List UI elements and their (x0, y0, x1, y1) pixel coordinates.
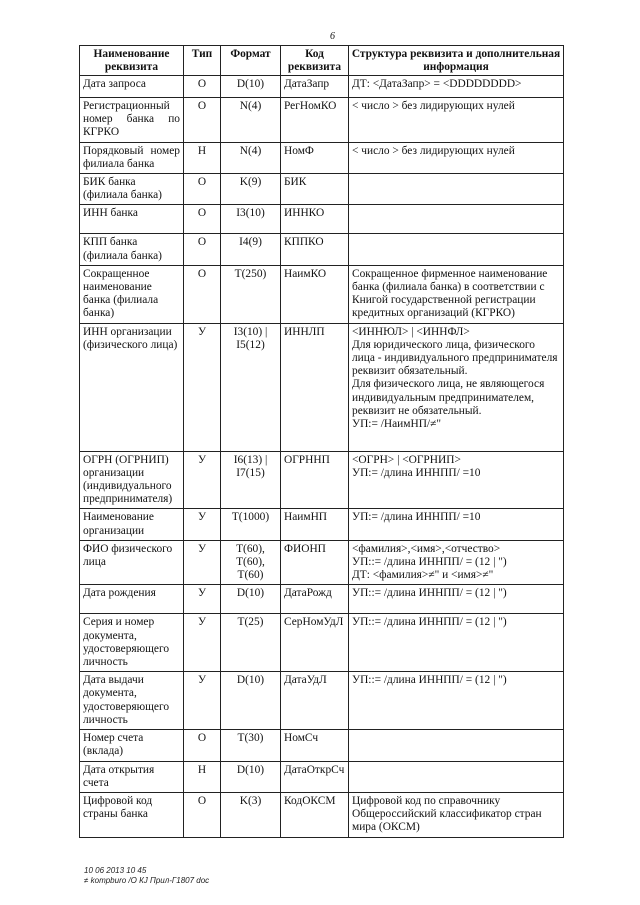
row-structure-cell: <ОГРН> | <ОГРНИП> УП:= /длина ИННПП/ =10 (349, 451, 564, 509)
row-type-cell: О (184, 730, 221, 761)
footer (84, 866, 209, 886)
row-name-cell: ФИО физического лица (80, 540, 184, 585)
row-structure-cell: <ИННЮЛ> | <ИННФЛ> Для юридического лица, физического лица - индивидуального предпринимателя реквизит обязательный. Для физического лица, не являющегося индивидуальным предпринимателем, реквизит не обязательный. УП:= /НаимНП/≠" (349, 323, 564, 451)
table-row (80, 585, 564, 614)
row-format-cell: K(3) (221, 792, 281, 837)
header-type: Тип (184, 46, 221, 76)
row-type-cell: У (184, 509, 221, 540)
row-structure-cell: < число > без лидирующих нулей (349, 98, 564, 143)
row-structure-cell (349, 205, 564, 234)
row-type-cell: О (184, 792, 221, 837)
row-format-cell: D(10) (221, 761, 281, 792)
row-name-cell: КПП банка (филиала банка) (80, 234, 184, 265)
row-format-cell: T(30) (221, 730, 281, 761)
row-code-cell: НомФ (281, 142, 349, 173)
row-name-cell: Дата выдачи документа, удостоверяющего личность (80, 672, 184, 730)
row-type-cell: О (184, 205, 221, 234)
row-type-cell: У (184, 672, 221, 730)
table-row (80, 265, 564, 323)
row-type-cell: У (184, 614, 221, 672)
row-name-cell: ИНН организации (физического лица) (80, 323, 184, 451)
row-name-cell: Цифровой код страны банка (80, 792, 184, 837)
table-row (80, 98, 564, 143)
table-row (80, 540, 564, 585)
row-name-cell: Номер счета (вклада) (80, 730, 184, 761)
row-format-cell: I3(10) | I5(12) (221, 323, 281, 451)
table-row (80, 76, 564, 98)
row-structure-cell: < число > без лидирующих нулей (349, 142, 564, 173)
row-type-cell: У (184, 540, 221, 585)
row-structure-cell: Сокращенное фирменное наименование банка (филиала банка) в соответствии с Книгой государственной регистрации кредитных организаций (КГРКО) (349, 265, 564, 323)
table-header-row (80, 46, 564, 76)
row-name-cell: ОГРН (ОГРНИП) организации (индивидуального предпринимателя) (80, 451, 184, 509)
row-name-cell: Дата рождения (80, 585, 184, 614)
row-structure-cell: Цифровой код по справочнику Общероссийский классификатор стран мира (ОКСМ) (349, 792, 564, 837)
row-format-cell: K(9) (221, 174, 281, 205)
row-format-cell: I4(9) (221, 234, 281, 265)
table-row (80, 205, 564, 234)
table-row (80, 509, 564, 540)
row-format-cell: D(10) (221, 585, 281, 614)
row-type-cell: Н (184, 761, 221, 792)
table-row (80, 234, 564, 265)
row-type-cell: У (184, 323, 221, 451)
requisites-table (79, 45, 564, 838)
row-name-cell: Дата открытия счета (80, 761, 184, 792)
row-code-cell: ДатаОткрСч (281, 761, 349, 792)
row-name-cell: Регистрационный номер банка по КГРКО (80, 98, 184, 143)
table-row (80, 792, 564, 837)
row-name-cell: Наименование организации (80, 509, 184, 540)
row-code-cell: РегНомКО (281, 98, 349, 143)
row-structure-cell: <фамилия>,<имя>,<отчество> УП::= /длина ИННПП/ = (12 | ") ДТ: <фамилия>≠" и <имя>≠" (349, 540, 564, 585)
row-type-cell: У (184, 451, 221, 509)
row-format-cell: D(10) (221, 672, 281, 730)
row-code-cell: ИННЛП (281, 323, 349, 451)
row-code-cell: ДатаРожд (281, 585, 349, 614)
row-name-cell: Серия и номер документа, удостоверяющего личность (80, 614, 184, 672)
table-row (80, 672, 564, 730)
row-structure-cell (349, 730, 564, 761)
row-structure-cell (349, 761, 564, 792)
row-structure-cell: УП:= /длина ИННПП/ =10 (349, 509, 564, 540)
row-code-cell: ДатаУдЛ (281, 672, 349, 730)
row-code-cell: ДатаЗапр (281, 76, 349, 98)
table-row (80, 730, 564, 761)
row-name-cell: ИНН банка (80, 205, 184, 234)
page-number: 6 (330, 31, 335, 42)
row-code-cell: БИК (281, 174, 349, 205)
row-structure-cell (349, 174, 564, 205)
header-name: Наименование реквизита (80, 46, 184, 76)
row-code-cell: НаимКО (281, 265, 349, 323)
row-format-cell: D(10) (221, 76, 281, 98)
row-code-cell: КППКО (281, 234, 349, 265)
table-row (80, 142, 564, 173)
row-type-cell: О (184, 234, 221, 265)
row-code-cell: ФИОНП (281, 540, 349, 585)
row-code-cell: НомСч (281, 730, 349, 761)
row-name-cell: БИК банка (филиала банка) (80, 174, 184, 205)
table-row (80, 614, 564, 672)
row-format-cell: I3(10) (221, 205, 281, 234)
table-body (80, 76, 564, 838)
row-format-cell: N(4) (221, 98, 281, 143)
table-row (80, 761, 564, 792)
header-structure: Структура реквизита и дополнительная информация (349, 46, 564, 76)
row-format-cell: I6(13) | I7(15) (221, 451, 281, 509)
row-format-cell: T(250) (221, 265, 281, 323)
row-structure-cell: УП::= /длина ИННПП/ = (12 | ") (349, 585, 564, 614)
row-type-cell: О (184, 174, 221, 205)
row-structure-cell (349, 234, 564, 265)
header-format: Формат (221, 46, 281, 76)
row-code-cell: ОГРННП (281, 451, 349, 509)
row-structure-cell: УП::= /длина ИННПП/ = (12 | ") (349, 672, 564, 730)
row-code-cell: ИННКО (281, 205, 349, 234)
footer-timestamp: 10 06 2013 10 45 (84, 866, 147, 875)
row-format-cell: N(4) (221, 142, 281, 173)
row-name-cell: Сокращенное наименование банка (филиала банка) (80, 265, 184, 323)
footer-file-path: ≠ kompburo /О КJ Прил-Г1807 doc (84, 876, 210, 885)
row-type-cell: Н (184, 142, 221, 173)
row-code-cell: НаимНП (281, 509, 349, 540)
row-type-cell: О (184, 98, 221, 143)
row-format-cell: T(25) (221, 614, 281, 672)
table-row (80, 323, 564, 451)
row-type-cell: У (184, 585, 221, 614)
row-name-cell: Порядковый номер филиала банка (80, 142, 184, 173)
table-row (80, 451, 564, 509)
row-code-cell: СерНомУдЛ (281, 614, 349, 672)
row-format-cell: T(1000) (221, 509, 281, 540)
row-type-cell: О (184, 265, 221, 323)
row-name-cell: Дата запроса (80, 76, 184, 98)
header-code: Код реквизита (281, 46, 349, 76)
row-format-cell: T(60), T(60), T(60) (221, 540, 281, 585)
row-code-cell: КодОКСМ (281, 792, 349, 837)
row-structure-cell: УП::= /длина ИННПП/ = (12 | ") (349, 614, 564, 672)
table-row (80, 174, 564, 205)
row-type-cell: О (184, 76, 221, 98)
row-structure-cell: ДТ: <ДатаЗапр> = <DDDDDDDD> (349, 76, 564, 98)
